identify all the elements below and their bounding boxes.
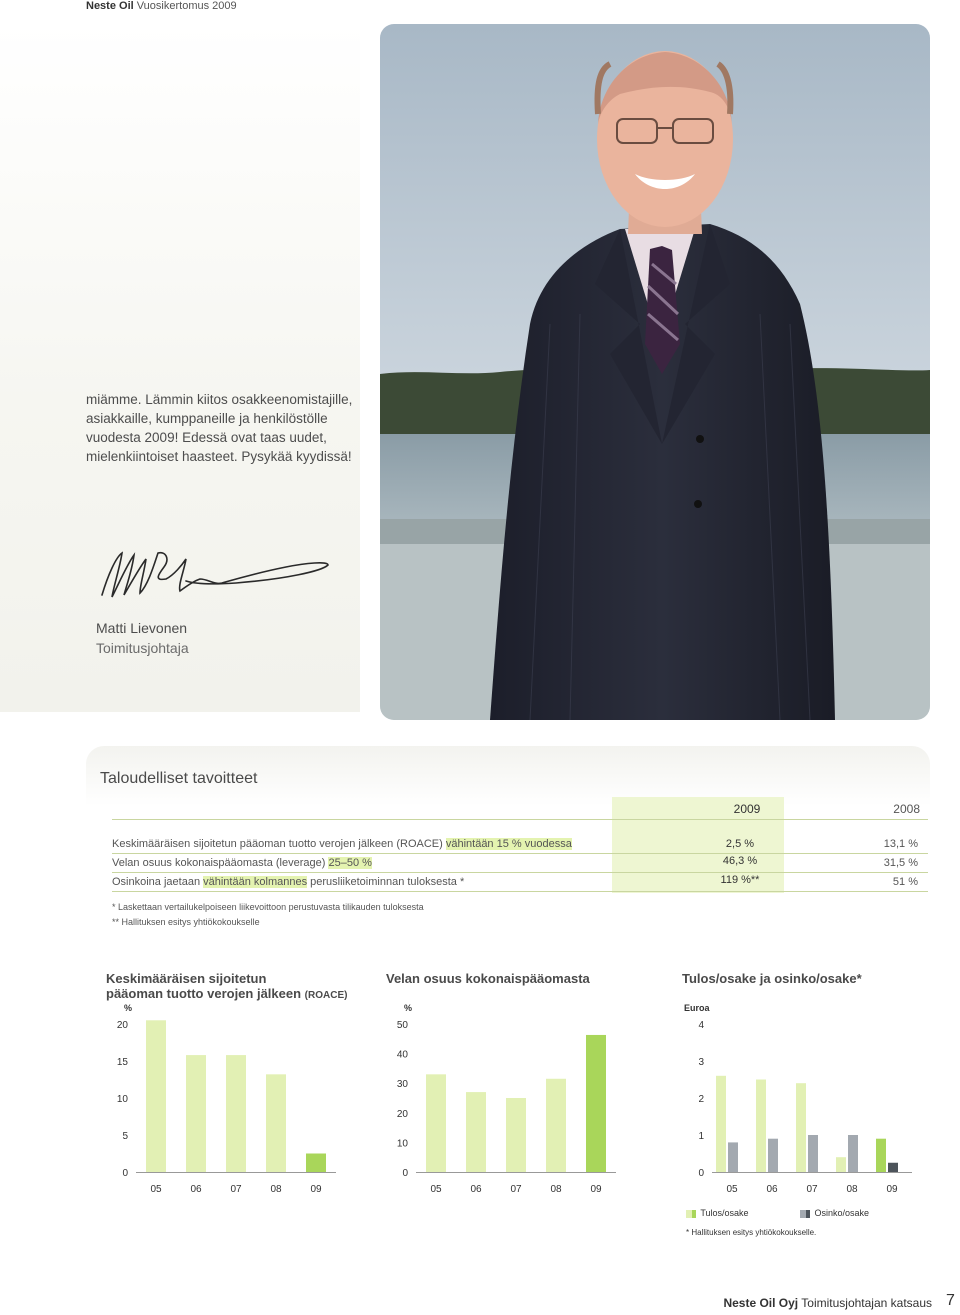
bar (226, 1055, 246, 1172)
chart-roace-unit: % (124, 1003, 133, 1013)
running-header (86, 0, 237, 12)
chart-leverage (386, 1012, 626, 1202)
table-divider (112, 853, 928, 854)
bar-eps (716, 1076, 726, 1172)
bar-eps (796, 1083, 806, 1172)
chart-eps-unit: Euroa (684, 1003, 710, 1013)
y-tick-label: 50 (396, 1020, 408, 1031)
row-label: Keskimääräisen sijoitetun pääoman tuotto verojen jälkeen (ROACE) (112, 838, 446, 850)
y-tick-label: 40 (396, 1049, 408, 1061)
x-tick-label: 05 (430, 1184, 442, 1195)
ceo-signature (96, 545, 336, 605)
footer-company: Neste Oil Oyj (723, 1296, 799, 1310)
bar-dividend (768, 1139, 778, 1172)
x-tick-label: 06 (190, 1184, 202, 1195)
y-tick-label: 10 (396, 1138, 408, 1150)
legend-swatch-eps (686, 1210, 696, 1218)
chart-roace (106, 1012, 346, 1202)
bar (306, 1154, 326, 1173)
x-tick-label: 09 (886, 1184, 898, 1195)
y-tick-label: 2 (698, 1094, 704, 1105)
header-brand: Neste Oil (86, 0, 134, 12)
x-tick-label: 06 (470, 1184, 482, 1195)
chart-title-line-1: Velan osuus kokonaispääomasta (386, 971, 590, 986)
row-target: vähintään 15 % vuodessa (445, 838, 572, 850)
signer-title: Toimitusjohtaja (96, 640, 189, 656)
y-tick-label: 20 (116, 1020, 128, 1031)
x-tick-label: 09 (590, 1184, 602, 1195)
bar-dividend (888, 1163, 898, 1172)
footnote-2: ** Hallituksen esitys yhtiökokoukselle (112, 917, 260, 927)
target-row-roace (112, 838, 612, 850)
bar-dividend (848, 1135, 858, 1172)
y-tick-label: 0 (402, 1168, 408, 1179)
bar-eps (836, 1157, 846, 1172)
bar-eps (756, 1080, 766, 1173)
chart-title-suffix: (ROACE) (304, 990, 348, 1001)
y-tick-label: 30 (396, 1079, 408, 1091)
table-divider (112, 891, 928, 892)
page-footer (723, 1296, 932, 1310)
chart-eps-dividend (682, 1012, 922, 1202)
page-number: 7 (946, 1292, 955, 1309)
roace-2009-value: 2,5 % (725, 838, 755, 850)
y-tick-label: 10 (116, 1094, 128, 1105)
legend-dividend (800, 1208, 869, 1218)
table-divider (112, 819, 928, 820)
y-tick-label: 20 (396, 1108, 408, 1120)
legend-label-dividend: Osinko/osake (814, 1208, 870, 1218)
target-row-leverage (112, 857, 612, 869)
y-tick-label: 0 (698, 1168, 704, 1179)
bar (426, 1074, 446, 1172)
chart-roace-title (106, 971, 347, 1003)
bar (586, 1035, 606, 1172)
x-tick-label: 07 (230, 1184, 242, 1195)
leverage-2009-value: 46,3 % (722, 855, 758, 867)
table-divider (112, 872, 928, 873)
chart-eps-title (682, 971, 862, 986)
x-tick-label: 09 (310, 1184, 322, 1195)
target-row-dividend (112, 876, 612, 888)
dividend-2008-value: 51 % (892, 876, 918, 888)
x-tick-label: 08 (846, 1184, 858, 1195)
left-text-panel (0, 22, 360, 712)
legend-eps (686, 1208, 749, 1218)
y-tick-label: 15 (116, 1057, 128, 1068)
column-header-2009: 2009 (733, 802, 761, 816)
x-tick-label: 08 (550, 1184, 562, 1195)
bar (466, 1092, 486, 1172)
legend-label-eps: Tulos/osake (700, 1208, 749, 1218)
legend-swatch-dividend (800, 1210, 810, 1218)
roace-2008-value: 13,1 % (883, 838, 918, 850)
y-tick-label: 1 (698, 1131, 704, 1142)
x-tick-label: 05 (726, 1184, 738, 1195)
bar (186, 1055, 206, 1172)
x-tick-label: 07 (510, 1184, 522, 1195)
bar-dividend (728, 1142, 738, 1172)
chart-title-line-1: Tulos/osake ja osinko/osake* (682, 971, 862, 986)
footnote-1: * Laskettaan vertailukelpoiseen liikevoittoon perustuvasta tilikauden tuloksesta (112, 902, 424, 912)
footer-section: Toimitusjohtajan katsaus (801, 1296, 932, 1310)
header-title: Vuosikertomus 2009 (136, 0, 237, 12)
bar (506, 1098, 526, 1172)
bar-eps (876, 1139, 886, 1172)
bar (266, 1074, 286, 1172)
y-tick-label: 4 (698, 1020, 704, 1031)
x-tick-label: 06 (766, 1184, 778, 1195)
leverage-2008-value: 31,5 % (883, 857, 918, 869)
x-tick-label: 07 (806, 1184, 818, 1195)
x-tick-label: 05 (150, 1184, 162, 1195)
dividend-2009-value: 119 %** (720, 874, 760, 886)
y-tick-label: 0 (122, 1168, 128, 1179)
y-tick-label: 3 (698, 1057, 704, 1068)
row-label: Osinkoina jaetaan (112, 876, 204, 888)
row-label: Velan osuus kokonaispääomasta (leverage) (112, 857, 329, 869)
row-target: 25–50 % (328, 857, 372, 869)
x-tick-label: 08 (270, 1184, 282, 1195)
financial-targets-title: Taloudelliset tavoitteet (100, 770, 258, 787)
chart-title-line-1: Keskimääräisen sijoitetun (106, 971, 267, 986)
ceo-portrait-photo (380, 24, 930, 720)
chart-leverage-unit: % (404, 1003, 413, 1013)
chart-leverage-title (386, 971, 590, 986)
bar (146, 1020, 166, 1172)
chart-title-line-2: pääoman tuotto verojen jälkeen (106, 986, 302, 1001)
row-label-tail: perusliiketoiminnan tuloksesta * (307, 876, 465, 888)
chart-footnote: * Hallituksen esitys yhtiökokoukselle. (686, 1228, 817, 1237)
bar-dividend (808, 1135, 818, 1172)
signer-name: Matti Lievonen (96, 620, 188, 636)
column-header-2008: 2008 (893, 802, 920, 816)
intro-text: miämme. Lämmin kiitos osakkeenomistajille, asiakkaille, kumppaneille ja henkilöstölle vuodesta 2009! Edessä ovat taas uudet, mielenkiintoiset haasteet. Pysykää kyydissä! (86, 392, 353, 464)
y-tick-label: 5 (122, 1131, 128, 1142)
bar (546, 1079, 566, 1172)
row-target: vähintään kolmannes (203, 876, 308, 888)
